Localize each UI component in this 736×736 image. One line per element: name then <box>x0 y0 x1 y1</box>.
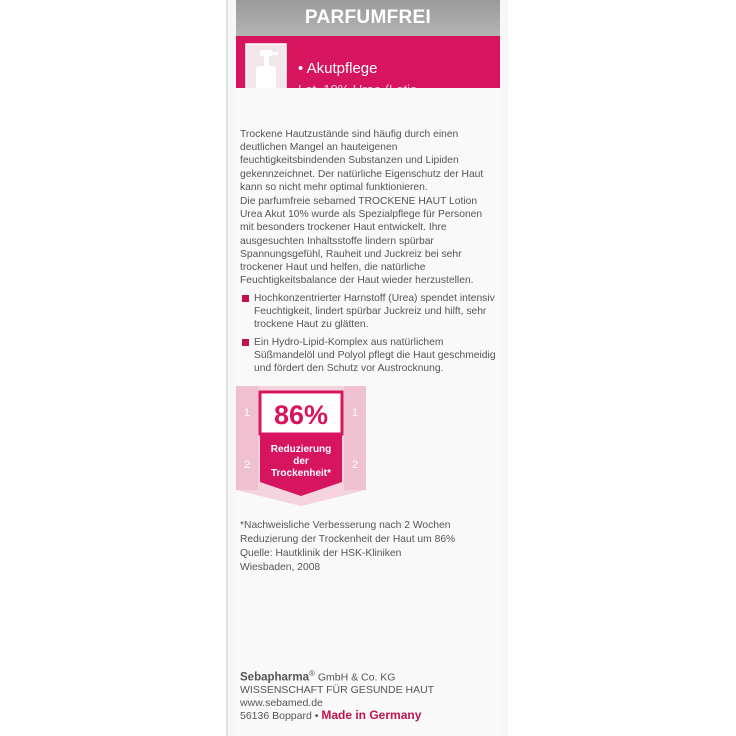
header-title: PARFUMFREI <box>304 7 432 28</box>
bullet-item-1 <box>242 292 498 332</box>
footnote <box>240 519 490 575</box>
footnote-line-1: *Nachweisliche Verbesserung nach 2 Wochen <box>240 520 451 531</box>
bullet-square-icon <box>242 339 249 346</box>
brand-name: Sebapharma <box>240 671 310 684</box>
made-in-germany: Made in Germany <box>321 708 422 722</box>
company-footer <box>240 668 498 723</box>
pump-bottle-icon <box>244 42 288 92</box>
paragraph-2: Die parfumfreie sebamed TROCKENE HAUT Lotion Urea Akut 10% wurde als Spezialpflege für Personen mit besonders trockener Haut entwickelt. Ihre ausgesuchten Inhaltsstoffe lindern spürbar Spannungsgefühl, Rauheit und Juckreiz bei sehr trockener Haut und helfen, die natürliche Feuchtigkeitsbalance der Haut wieder herzustellen. <box>240 196 483 287</box>
header-band <box>236 0 500 36</box>
address-line <box>240 709 498 723</box>
slogan: WISSENSCHAFT FÜR GESUNDE HAUT <box>240 684 435 696</box>
bullet-text-2: Ein Hydro-Lipid-Komplex aus natürlichem Süßmandelöl und Polyol pflegt die Haut geschmeidig und fördert den Schutz vor Austrocknung. <box>254 337 496 375</box>
bullet-item-2 <box>242 336 498 376</box>
bullet-text-1: Hochkonzentrierter Harnstoff (Urea) spendet intensiv Feuchtigkeit, lindert spürbar Juckreiz und hilft, sehr trockene Haut zu glätten. <box>254 293 495 331</box>
footnote-line-4: Wiesbaden, 2008 <box>240 562 321 573</box>
company-suffix: GmbH & Co. KG <box>314 671 396 684</box>
badge-right-bottom: 2 <box>351 459 359 471</box>
bullet-square-icon <box>242 295 249 302</box>
badge-line-1: Reduzierung <box>270 444 332 455</box>
company-line <box>240 668 498 684</box>
registered-mark: ® <box>309 669 315 678</box>
badge-line-3: Trockenheit* <box>270 468 332 479</box>
badge-left-top: 1 <box>243 407 251 419</box>
address: 56136 Boppard • <box>240 710 319 722</box>
website: www.sebamed.de <box>240 696 323 709</box>
pink-band <box>236 36 500 88</box>
reduction-badge <box>236 386 366 506</box>
badge-right-top: 1 <box>351 407 359 419</box>
paragraph-1: Trockene Hautzustände sind häufig durch einen deutlichen Mangel an hauteigenen feuchtigkeitsbindenden Substanzen und Lipiden gekennzeichnet. Der natürliche Eigenschutz der Haut kann so nicht mehr optimal funktionieren. <box>240 129 484 193</box>
footnote-line-3: Quelle: Hautklinik der HSK-Kliniken <box>240 548 402 559</box>
badge-percent: 86% <box>273 400 329 430</box>
badge-left-bottom: 2 <box>243 459 251 471</box>
badge-line-2: der <box>293 456 309 467</box>
footnote-line-2: Reduzierung der Trockenheit der Haut um 86% <box>240 534 456 545</box>
band-label: • Akutpflege <box>298 60 378 77</box>
